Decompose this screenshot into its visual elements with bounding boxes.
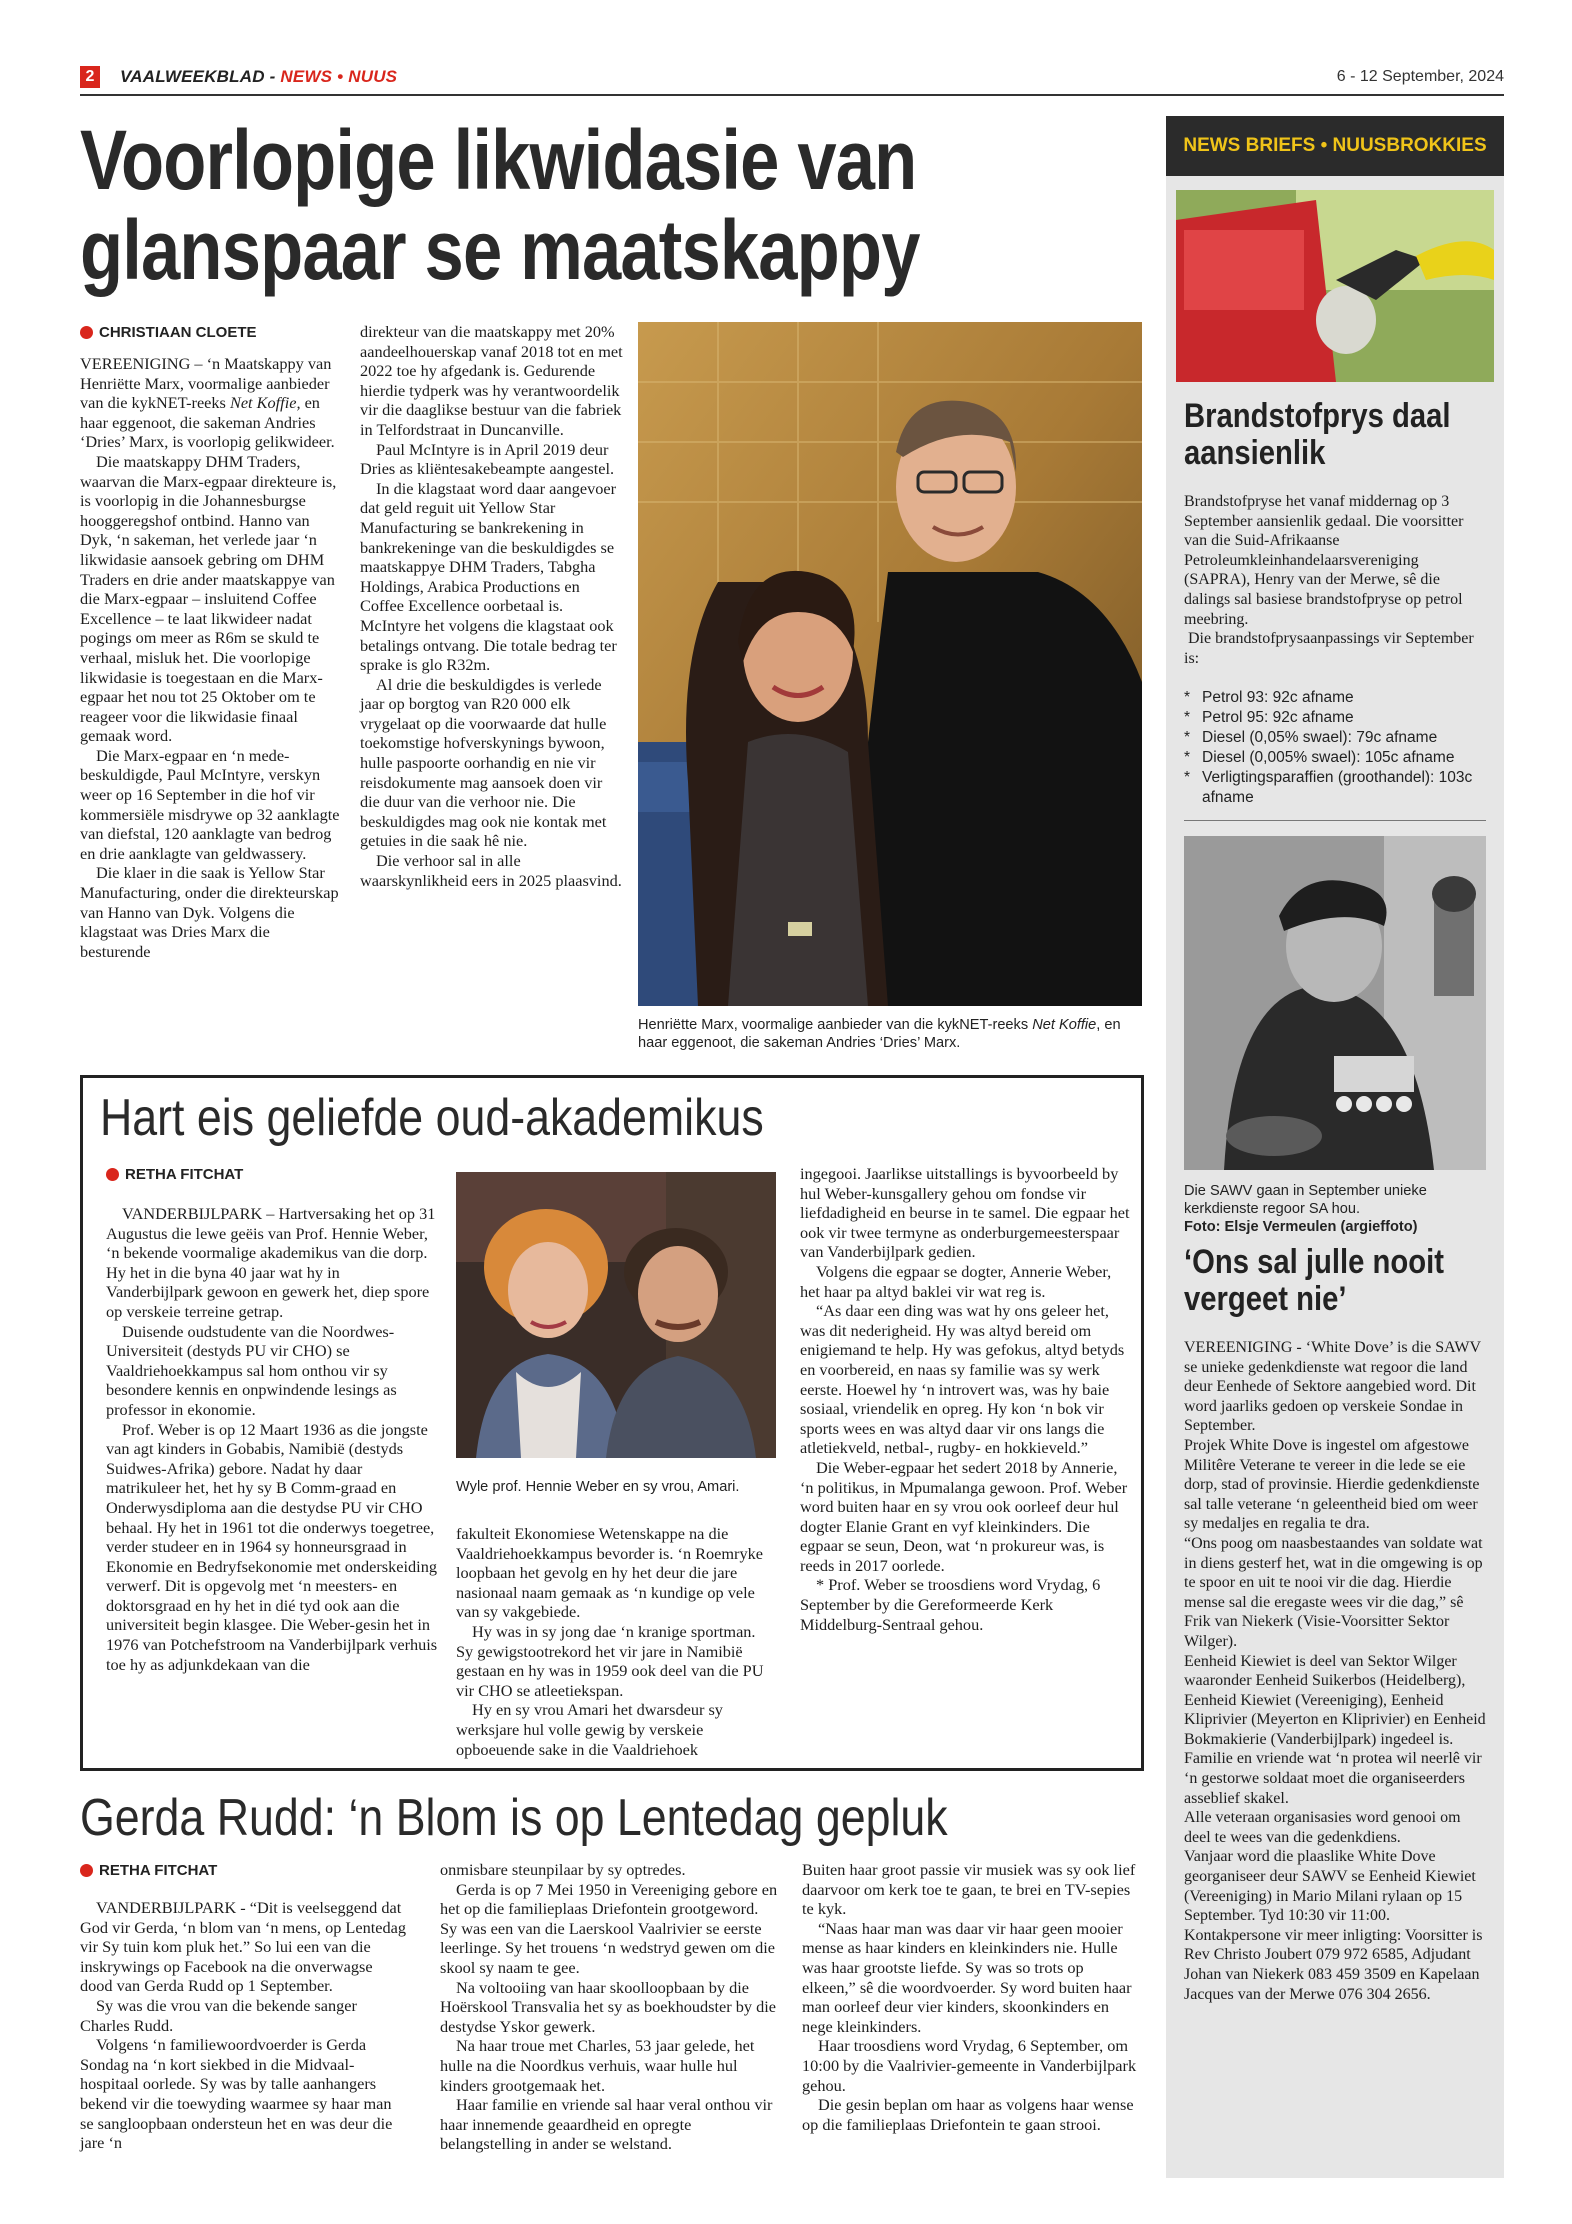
story2-byline: RETHA FITCHAT (106, 1166, 243, 1183)
byline-dot-icon (106, 1168, 119, 1181)
couple-photo-caption: Henriëtte Marx, voormalige aanbieder van die kykNET-reeks Net Koffie, en haar eggenoot, die sakeman Andries ‘Dries’ Marx. (638, 1017, 1121, 1051)
brief2-text: VEREENIGING - ‘White Dove’ is die SAWV se unieke gedenkdienste wat regoor die land deur Eenhede of Sektore aangebied word. Dit word jaarliks gedoen op verskeie Sondae in September. Projek White Dove is ingestel om afgestowe Militêre Veterane te vereer in die lede se eie dorp, stad of provinsie. Hierdie gedenkdienste sal talle veterane ‘n geleentheid bied om weer sy medaljes en regalia te dra. “Ons poog om naasbestaandes van soldate wat in diens gesterf het, wat in die omgewing is op te spoor en uit te nooi vir die dag. Hierdie mense sal die eregaste wees vir die dag,” sê Frik van Niekerk (Visie-Voorsitter Sektor Wilger). Eenheid Kiewiet is deel van Sektor Wilger waaronder Eenheid Suikerbos (Heidelberg), Eenheid Kiewiet (Vereeniging), Eenheid Kliprivier (Meyerton en Kliprivier) en Eenheid Bokmakierie (Vanderbijlpark) ingedeel is. Familie en vriende wat ‘n protea wil neerlê vir ‘n gestorwe soldaat moet die organiseerders asseblief skakel. Alle veteraan organisasies word genooi om deel te wees van die gedenkdiens. Vanjaar word die plaaslike White Dove georganiseer deur SAWV se Eenheid Kiewiet (Vereeniging) in Mario Milani rylaan op 15 September. Tyd 10:30 vir 11:00. Kontakpersone vir meer inligting: Voorsitter is Rev Christo Joubert 079 972 6585, Adjudant Johan van Niekerk 083 459 3509 en Kapelaan Jacques van der Merwe 076 304 2656. (1184, 1339, 1486, 2003)
couple-photo (638, 322, 1142, 1006)
story2-column-2: fakulteit Ekonomiese Wetenskappe na die Vaaldriehoekkampus bevorder is. ‘n Roemryke loopbaan het gevolg en hy het deur die jare nasionaal naam gemaak as ‘n kundige op vele van sy vakgebiede. Hy was in sy jong dae ‘n kranige sportman. Sy gewigstootrekord het vir jare in Namibië gestaan en hy was in 1959 ook deel van die PU vir CHO se atleetiekspan. Hy en sy vrou Amari het dwarsdeur sy werksjare hul volle gewig by verskeie opboeuende sake in die Vaaldriehoek (456, 1524, 764, 1759)
story2-column-3: ingegooi. Jaarlikse uitstallings is byvoorbeeld by hul Weber-kunsgallery gehou om fondse vir liefdadigheid en beurse in te samel. Die egpaar het ook vir twee termyne as onderburgemeesterspaar van Vanderbijlpark gedien. Volgens die egpaar se dogter, Annerie Weber, het haar pa altyd baklei vir wat reg is. “As daar een ding was wat hy ons geleer het, was dit nederigheid. Hy was altyd bereid om enigiemand te help. Hy was gefokus, altyd betyds en voorbereid, en naas sy familie was sy werk eerste. Hoewel hy ‘n introvert was, was hy baie sosiaal, vriendelik en opreg. Hy kon ‘n bok vir sports wees en was altyd daar vir ons langs die atletiekveld, netbal-, rugby- en hokkieveld.” Die Weber-egpaar het sedert 2018 by Annerie, ‘n politikus, in Mpumalanga gewoon. Prof. Weber word buiten haar en sy vrou ook oorleef deur hul dogter Elanie Grant en vyf kleinkinders. Die egpaar se seun, Deon, wat ‘n prokureur was, is reeds in 2017 oorlede. * Prof. Weber se troosdiens word Vrydag, 6 September by die Gereformeerde Kerk Middelburg-Sentraal gehou. (800, 1164, 1130, 1634)
veteran-photo-caption: Die SAWV gaan in September unieke kerkdienste regoor SA hou. Foto: Elsje Vermeulen (argieffoto) (1184, 1183, 1427, 1235)
brief1-text: Brandstofpryse het vanaf middernag op 3 September aansienlik gedaal. Die voorsitter van die Suid-Afrikaanse Petroleumkleinhandelaarsvereniging (SAPRA), Henry van der Merwe, sê die dalings sal basiese brandstofpryse op petrol meebring. Die brandstofprysaanpassings vir September is: (1184, 493, 1474, 667)
weber-photo (456, 1172, 776, 1458)
brief2-headline: ‘Ons sal julle nooit vergeet nie’ (1184, 1243, 1444, 1318)
list-item: * Verligtingsparaffien (groothandel): 103c afname (1184, 768, 1488, 808)
fuel-photo-image (1176, 190, 1494, 382)
masthead: VAALWEEKBLAD - NEWS • NUUS (120, 67, 398, 86)
list-item: * Petrol 93: 92c afname (1184, 688, 1488, 708)
sidebar-title: NEWS BRIEFS • NUUSBROKKIES (1166, 116, 1504, 176)
veteran-photo-image (1184, 836, 1486, 1170)
couple-photo-image (638, 322, 1142, 1006)
header-rule (80, 94, 1504, 96)
news-briefs-sidebar (1166, 116, 1504, 2178)
fuel-price-list (1184, 688, 1488, 808)
story2-headline: Hart eis geliefde oud-akademikus (100, 1089, 764, 1147)
issue-date: 6 - 12 September, 2024 (1336, 68, 1504, 85)
story3-column-2: onmisbare steunpilaar by sy optredes. Gerda is op 7 Mei 1950 in Vereeniging gebore en het op die familieplaas Driefontein grootgeword. Sy was een van die Laerskool Vaalrivier se eerste leerlinge. Sy het trouens ‘n wedstryd gewen om die skool sy naam te gee. Na voltooiing van haar skoolloopbaan by die Hoërskool Transvalia het sy as boekhoudster by die destydse Yskor gewerk. Na haar troue met Charles, 53 jaar gelede, het hulle na die Noordkus verhuis, waar hulle hul kinders grootgemaak het. Haar familie en vriende sal haar veral onthou vir haar innemende geaardheid en opregte belangstelling in ander se welstand. (440, 1860, 778, 2154)
byline-dot-icon (80, 326, 93, 339)
main-headline: Voorlopige likwidasie van glanspaar se maatskappy (80, 113, 920, 297)
byline-dot-icon (80, 1864, 93, 1877)
story1-column-1: VEREENIGING – ‘n Maatskappy van Henriëtte Marx, voormalige aanbieder van die kykNET-reeks Net Koffie, en haar eggenoot, die sakeman Andries ‘Dries’ Marx, is voorlopig gelikwideer. Die maatskappy DHM Traders, waarvan die Marx-egpaar direkteure is, is voorlopig in die Johannesburgse hooggeregshof ontbind. Hanno van Dyk, ‘n sakeman, het verlede jaar ‘n likwidasie aansoek gebring om DHM Traders en drie ander maatskappye van die Marx-egpaar – insluitend Coffee Excellence – te laat likwideer nadat pogings om meer as R6m se skuld te verhaal, misluk het. Die voorlopige likwidasie is toegestaan en die Marx-egpaar het nou tot 25 Oktober om te reageer voor die likwidasie finaal gemaak word. Die Marx-egpaar en ‘n mede-beskuldigde, Paul McIntyre, verskyn weer op 16 September in die hof vir kommersiële misdrywe op 32 aanklagte van diefstal, 120 aanklagte van bedrog en drie aanklagte van geldwassery. Die klaer in die saak is Yellow Star Manufacturing, onder die direkteurskap van Hanno van Dyk. Volgens die klagstaat was Dries Marx die besturende (80, 354, 340, 961)
story3-headline: Gerda Rudd: ‘n Blom is op Lentedag gepluk (80, 1789, 948, 1847)
story3-byline: RETHA FITCHAT (80, 1862, 217, 1879)
section-news: NEWS (280, 67, 333, 86)
section-nuus: NUUS (348, 67, 398, 86)
veteran-photo (1184, 836, 1486, 1170)
story1-byline: CHRISTIAAN CLOETE (80, 324, 257, 341)
weber-photo-image (456, 1172, 776, 1458)
story1-column-2: direkteur van die maatskappy met 20% aandeelhouerskap vanaf 2018 tot en met 2022 toe hy afgedank is. Gedurende hierdie tydperk was hy verantwoordelik vir die daaglikse bestuur van die fabriek in Telfordstraat in Duncanville. Paul McIntyre is in April 2019 deur Dries as kliëntesakebeampte aangestel. In die klagstaat word daar aangevoer dat geld reguit uit Yellow Star Manufacturing se bankrekening in bankrekeninge van die beskuldigdes se maatskappye DHM Traders, Tabgha Holdings, Arabica Productions en Coffee Excellence oorbetaal is. McIntyre het volgens die klagstaat ook betalings ontvang. Die totale bedrag ter sprake is glo R32m. Al drie die beskuldigdes is verlede jaar op borgtog van R20 000 elk vrygelaat op die voorwaarde dat hulle toekomstige hofverskynings bywoon, hulle paspoorte oorhandig en nie vir reisdokumente mag aansoek doen vir die duur van die verhoor nie. Die beskuldigdes mag ook nie kontak met getuies in die saak hê nie. Die verhoor sal in alle waarskynlikheid eers in 2025 plaasvind. (360, 322, 623, 890)
page-header (80, 66, 1504, 92)
list-item: * Diesel (0,005% swael): 105c afname (1184, 748, 1488, 768)
weber-photo-caption: Wyle prof. Hennie Weber en sy vrou, Amari. (456, 1479, 740, 1495)
story3-column-3: Buiten haar groot passie vir musiek was sy ook lief daarvoor om kerk toe te gaan, te brei en TV-sepies te kyk. “Naas haar man was daar vir haar geen mooier mense as haar kinders en kleinkinders nie. Hulle was haar grootste liefde. Sy was so trots op elkeen,” sê die woordvoerder. Sy word buiten haar man oorleef deur vier kinders, skoonkinders en nege kleinkinders. Haar troosdiens word Vrydag, 6 September, om 10:00 by die Vaalrivier-gemeente in Vanderbijlpark gehou. Die gesin beplan om haar as volgens haar wense op die familieplaas Driefontein te gaan strooi. (802, 1860, 1137, 2134)
list-item: * Petrol 95: 92c afname (1184, 708, 1488, 728)
brief1-headline: Brandstofprys daal aansienlik (1184, 397, 1451, 472)
story2-column-1: VANDERBIJLPARK – Hartversaking het op 31 Augustus die lewe geëis van Prof. Hennie Weber, ‘n bekende voormalige akademikus van die dorp. Hy het in die byna 40 jaar wat hy in Vanderbijlpark gewoon en gewerk het, diep spore op verskeie terreine getrap. Duisende oudstudente van die Noordwes-Universiteit (destyds PU vir CHO) se Vaaldriehoekkampus sal hom onthou vir sy besondere kennis en onpwindende lesings as professor in ekonomie. Prof. Weber is op 12 Maart 1936 as die jongste van agt kinders in Gobabis, Namibië (destyds Suidwes-Afrika) gebore. Nadat hy daar matrikuleer het, het hy sy B Comm-graad en Onderwysdiploma aan die destydse PU vir CHO behaal. Hy het in 1961 tot die onderwys toegetree, verder studeer en in 1964 sy honneursgraad in Ekonomie en Bedryfsekonomie met onderskeiding verwerf. Dit is opgevolg met ‘n meesters- en doktorsgraad en hy het in dié tyd ook aan die universiteit begin klasgee. Die Weber-gesin het in 1976 van Potchefstroom na Vanderbijlpark verhuis toe hy as adjunkdekaan van die (106, 1204, 438, 1674)
fuel-photo (1176, 190, 1494, 382)
brand-name: VAALWEEKBLAD (120, 67, 265, 86)
list-item: * Diesel (0,05% swael): 79c afname (1184, 728, 1488, 748)
page-number: 2 (80, 66, 100, 88)
story3-column-1: VANDERBIJLPARK - “Dit is veelseggend dat God vir Gerda, ‘n blom van ‘n mens, op Lentedag vir Sy tuin kom pluk het.” So lui een van die inskrywings op Facebook na die onverwagse dood van Gerda Rudd op 1 September. Sy was die vrou van die bekende sanger Charles Rudd. Volgens ‘n familiewoordvoerder is Gerda Sondag na ‘n kort siekbed in die Midvaal-hospitaal oorlede. Sy was by talle aanhangers bekend vir die toewyding waarmee sy haar man se sangloopbaan ondersteun het en was deur die jare ‘n (80, 1898, 406, 2153)
sidebar-divider (1184, 820, 1486, 821)
